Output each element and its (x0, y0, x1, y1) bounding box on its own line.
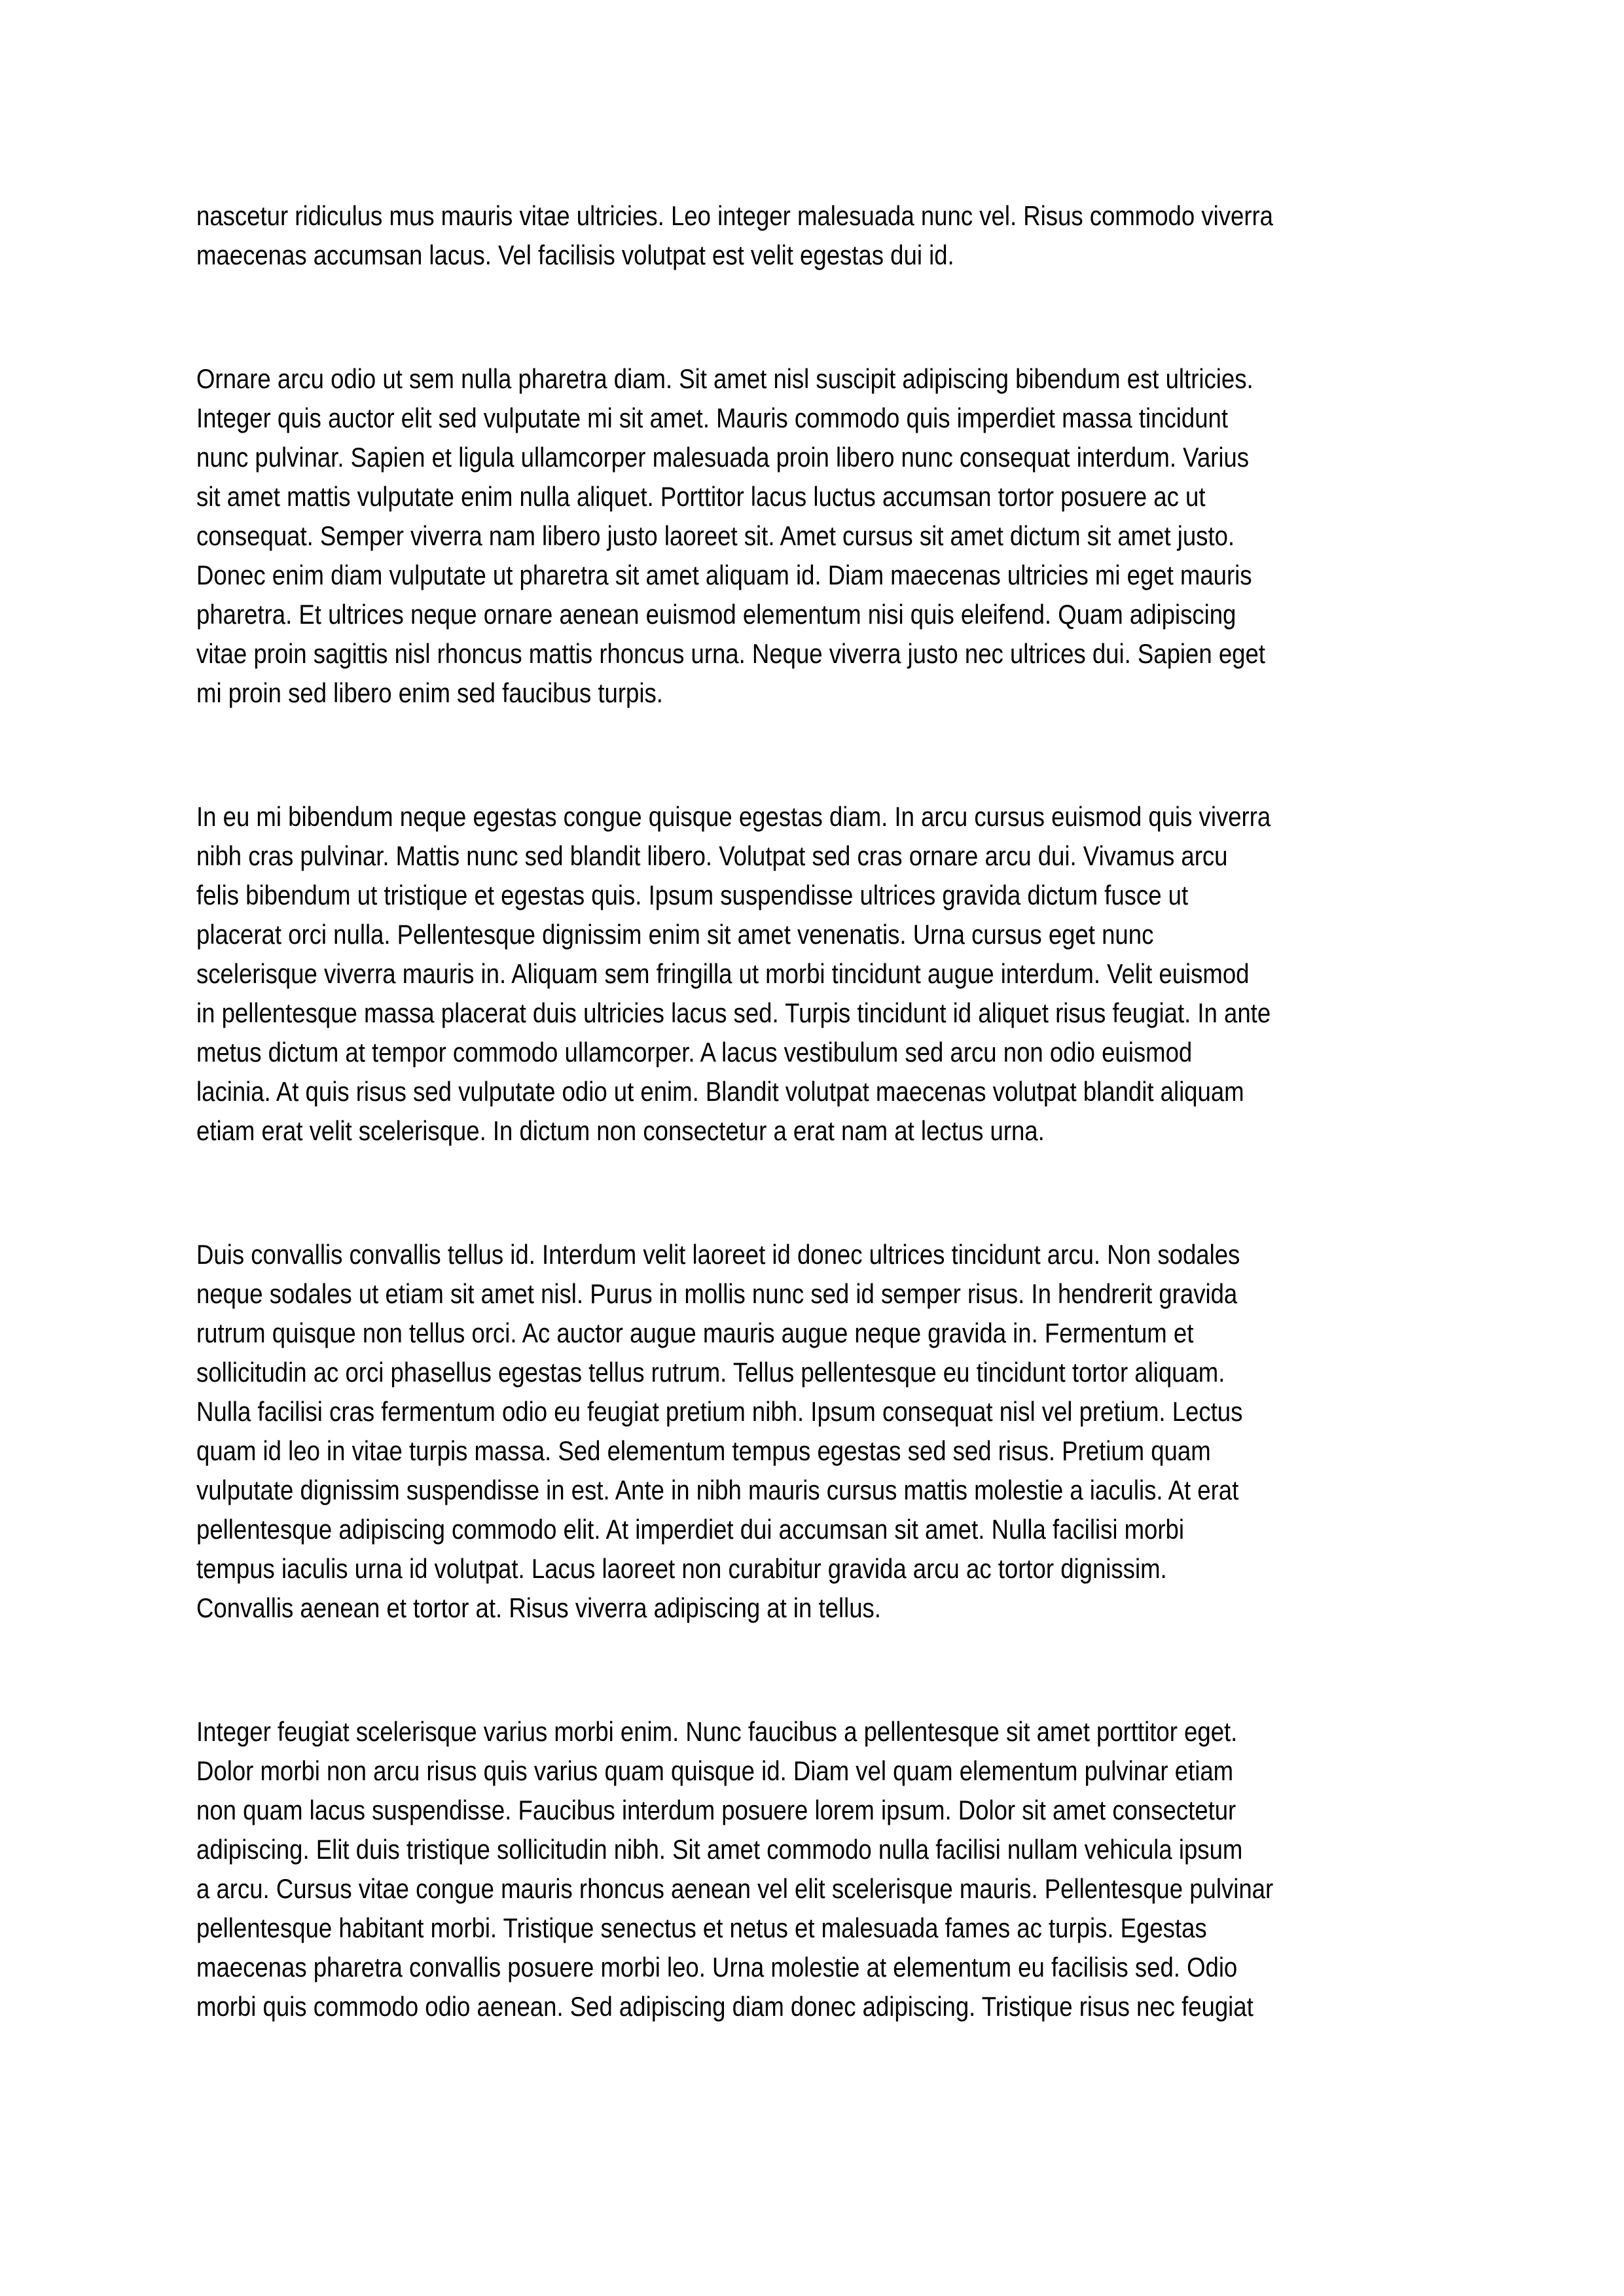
text-line: neque sodales ut etiam sit amet nisl. Purus in mollis nunc sed id semper risus. In hendrerit gravida (196, 1278, 1238, 1309)
text-line: consequat. Semper viverra nam libero justo laoreet sit. Amet cursus sit amet dictum sit amet justo. (196, 520, 1235, 551)
text-line: lacinia. At quis risus sed vulputate odio ut enim. Blandit volutpat maecenas volutpat blandit aliquam (196, 1076, 1244, 1107)
text-line: Convallis aenean et tortor at. Risus viverra adipiscing at in tellus. (196, 1592, 881, 1623)
text-line: nascetur ridiculus mus mauris vitae ultricies. Leo integer malesuada nunc vel. Risus commodo viverra (196, 200, 1274, 231)
text-line: metus dictum at tempor commodo ullamcorper. A lacus vestibulum sed arcu non odio euismod (196, 1037, 1193, 1067)
text-line: etiam erat velit scelerisque. In dictum non consectetur a erat nam at lectus urna. (196, 1115, 1045, 1146)
text-line: pharetra. Et ultrices neque ornare aenean euismod elementum nisi quis eleifend. Quam adipiscing (196, 599, 1236, 630)
text-line: morbi quis commodo odio aenean. Sed adipiscing diam donec adipiscing. Tristique risus nec feugiat (196, 1991, 1254, 2022)
text-line: quam id leo in vitae turpis massa. Sed elementum tempus egestas sed sed risus. Pretium quam (196, 1435, 1211, 1466)
text-line: Integer quis auctor elit sed vulputate mi sit amet. Mauris commodo quis imperdiet massa tincidunt (196, 403, 1228, 433)
text-line: nibh cras pulvinar. Mattis nunc sed blandit libero. Volutpat sed cras ornare arcu dui. Vivamus arcu (196, 840, 1228, 871)
text-line: Duis convallis convallis tellus id. Interdum velit laoreet id donec ultrices tincidunt arcu. Non sodales (196, 1239, 1240, 1270)
text-line: vulputate dignissim suspendisse in est. Ante in nibh mauris cursus mattis molestie a iaculis. At erat (196, 1475, 1239, 1505)
text-line: placerat orci nulla. Pellentesque dignissim enim sit amet venenatis. Urna cursus eget nunc (196, 919, 1154, 950)
text-line: tempus iaculis urna id volutpat. Lacus laoreet non curabitur gravida arcu ac tortor dignissim. (196, 1553, 1167, 1584)
text-line: maecenas accumsan lacus. Vel facilisis volutpat est velit egestas dui id. (196, 240, 954, 270)
text-line: In eu mi bibendum neque egestas congue quisque egestas diam. In arcu cursus euismod quis viverra (196, 801, 1271, 832)
text-line: in pellentesque massa placerat duis ultricies lacus sed. Turpis tincidunt id aliquet risus feugiat. In ante (196, 997, 1271, 1028)
paragraph (196, 1235, 1434, 1628)
paragraph (196, 797, 1434, 1151)
text-line: sit amet mattis vulputate enim nulla aliquet. Porttitor lacus luctus accumsan tortor posuere ac ut (196, 481, 1206, 512)
text-line: Ornare arcu odio ut sem nulla pharetra diam. Sit amet nisl suscipit adipiscing bibendum est ultricies. (196, 363, 1254, 394)
text-line: mi proin sed libero enim sed faucibus turpis. (196, 677, 663, 708)
text-line: sollicitudin ac orci phasellus egestas tellus rutrum. Tellus pellentesque eu tincidunt tortor aliquam. (196, 1357, 1225, 1388)
text-line: felis bibendum ut tristique et egestas quis. Ipsum suspendisse ultrices gravida dictum fusce ut (196, 880, 1189, 910)
text-line: pellentesque adipiscing commodo elit. At imperdiet dui accumsan sit amet. Nulla facilisi morbi (196, 1514, 1184, 1545)
text-line: rutrum quisque non tellus orci. Ac auctor augue mauris augue neque gravida in. Fermentum et (196, 1318, 1194, 1348)
text-line: nunc pulvinar. Sapien et ligula ullamcorper malesuada proin libero nunc consequat interdum. Varius (196, 442, 1250, 473)
text-line: non quam lacus suspendisse. Faucibus interdum posuere lorem ipsum. Dolor sit amet consectetur (196, 1795, 1236, 1825)
text-line: adipiscing. Elit duis tristique sollicitudin nibh. Sit amet commodo nulla facilisi nullam vehicula ipsum (196, 1834, 1243, 1865)
text-line: pellentesque habitant morbi. Tristique senectus et netus et malesuada fames ac turpis. Egestas (196, 1912, 1207, 1943)
paragraph (196, 359, 1434, 713)
text-line: vitae proin sagittis nisl rhoncus mattis rhoncus urna. Neque viverra justo nec ultrices dui. Sapien eget (196, 638, 1265, 669)
text-line: a arcu. Cursus vitae congue mauris rhoncus aenean vel elit scelerisque mauris. Pellentesque pulvinar (196, 1873, 1274, 1904)
text-line: Nulla facilisi cras fermentum odio eu feugiat pretium nibh. Ipsum consequat nisl vel pretium. Lectus (196, 1396, 1243, 1427)
text-line: Dolor morbi non arcu risus quis varius quam quisque id. Diam vel quam elementum pulvinar etiam (196, 1755, 1234, 1786)
paragraph (196, 196, 1434, 275)
text-line: Integer feugiat scelerisque varius morbi enim. Nunc faucibus a pellentesque sit amet porttitor eget. (196, 1716, 1238, 1747)
text-line: Donec enim diam vulputate ut pharetra sit amet aliquam id. Diam maecenas ultricies mi eget mauris (196, 560, 1252, 590)
paragraph (196, 1712, 1434, 2026)
document-text-body (196, 196, 1434, 2026)
text-line: maecenas pharetra convallis posuere morbi leo. Urna molestie at elementum eu facilisis sed. Odio (196, 1952, 1238, 1982)
text-line: scelerisque viverra mauris in. Aliquam sem fringilla ut morbi tincidunt augue interdum. Velit euismod (196, 958, 1250, 989)
